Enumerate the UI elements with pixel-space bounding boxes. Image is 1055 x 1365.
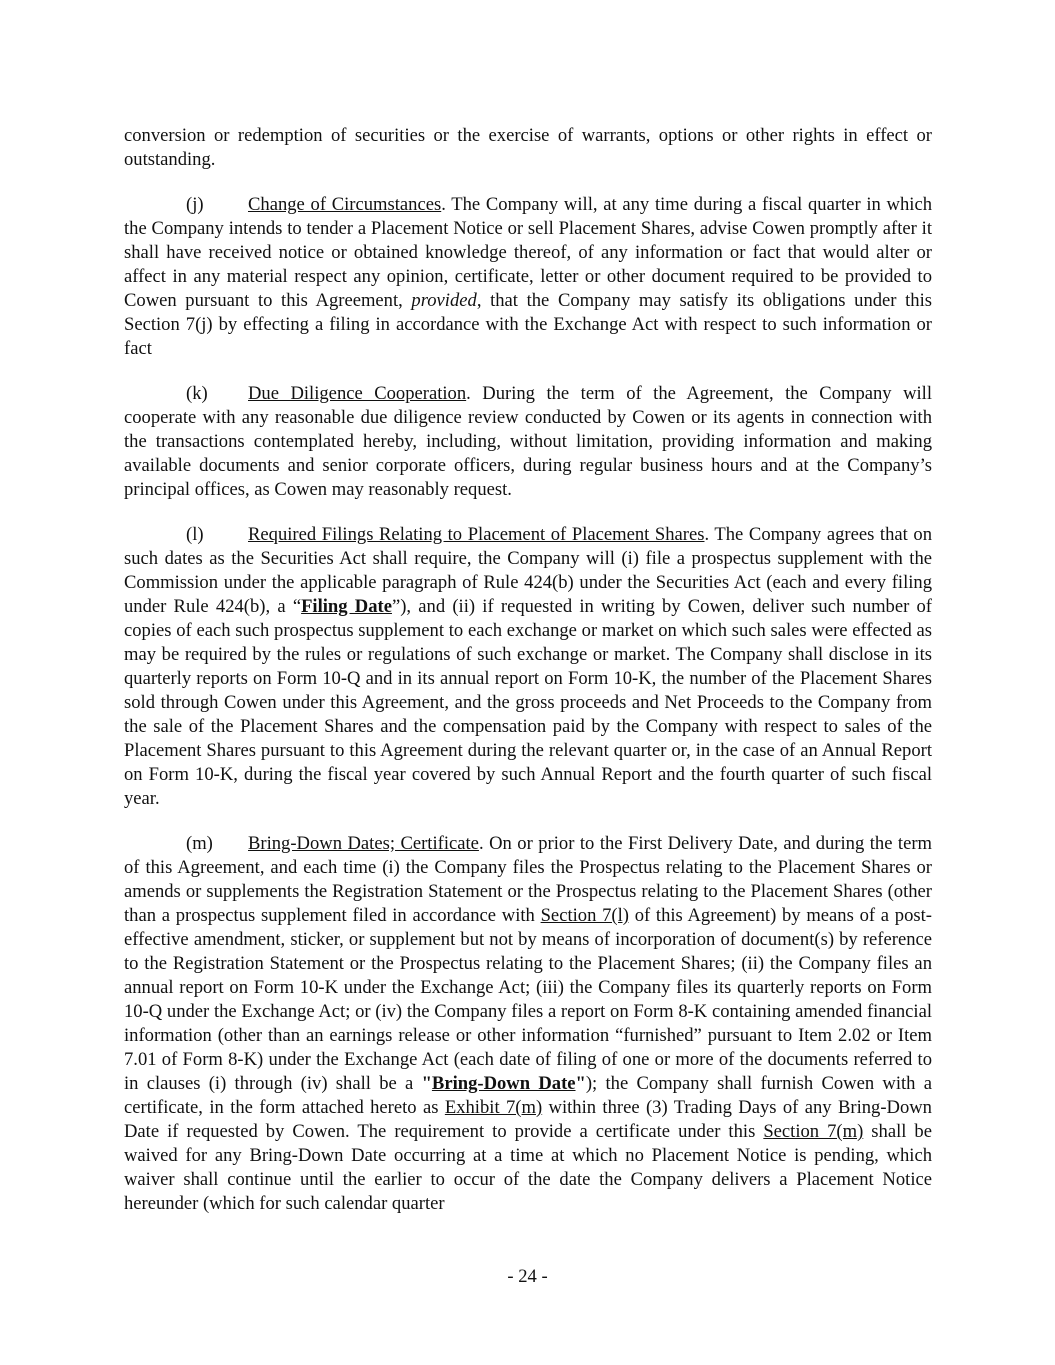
document-body	[124, 124, 932, 1237]
section-j-italic: provided	[411, 290, 477, 311]
section-j-label: (j)	[186, 194, 204, 215]
intro-text: conversion or redemption of securities or the exercise of warrants, options or other rights in effect or outstanding.	[124, 125, 932, 170]
section-m-heading: Bring-Down Dates; Certificate	[248, 833, 479, 854]
bring-down-date-term: Bring-Down Date	[431, 1073, 576, 1094]
section-l-label: (l)	[186, 524, 204, 545]
section-j-paragraph	[124, 193, 932, 361]
section-m-text-4: within three (3) Trading Days of any Bring-Down Date if requested by Cowen. The requirement to provide a certificate under this	[124, 1097, 932, 1142]
quote-close: "	[575, 1073, 586, 1094]
section-j-text-2: , that the Company may satisfy its obligations under this Section 7(j) by effecting a filing in accordance with the Exchange Act with respect to such information or fact	[124, 290, 932, 359]
section-l-text-2: ”), and (ii) if requested in writing by Cowen, deliver such number of copies of each such prospectus supplement to each exchange or market on which such sales were effected as may be required by the rules or regulations of such exchange or market. The Company shall disclose in its quarterly reports on Form 10-Q and in its annual report on Form 10-K, the number of the Placement Shares sold through Cowen under this Agreement, and the gross proceeds and Net Proceeds to the Company from the sale of the Placement Shares and the compensation paid by the Company with respect to sales of the Placement Shares pursuant to this Agreement during the relevant quarter or, in the case of an Annual Report on Form 10-K, during the fiscal year covered by such Annual Report and the fourth quarter of such fiscal year.	[124, 596, 932, 809]
section-k-heading: Due Diligence Cooperation	[248, 383, 467, 404]
section-l-text-1: . The Company agrees that on such dates as the Securities Act shall require, the Company will (i) file a prospectus supplement with the Commission under the applicable paragraph of Rule 424(b) under the Securities Act (each and every filing under Rule 424(b), a “	[124, 524, 932, 617]
section-m-label: (m)	[186, 833, 213, 854]
quote-open: "	[421, 1073, 432, 1094]
section-7l-reference: Section 7(l)	[540, 905, 629, 926]
page-number: - 24 -	[507, 1266, 548, 1287]
section-j-heading: Change of Circumstances	[248, 194, 442, 215]
section-l-paragraph	[124, 523, 932, 811]
section-k-text-1: . During the term of the Agreement, the Company will cooperate with any reasonable due diligence review conducted by Cowen or its agents in connection with the transactions contemplated hereby, including, without limitation, providing information and making available documents and senior corporate officers, during regular business hours and at the Company’s principal offices, as Cowen may reasonably request.	[124, 383, 933, 500]
section-m-text-2: of this Agreement) by means of a post-effective amendment, sticker, or supplement but not by means of incorporation of document(s) by reference to the Registration Statement or the Prospectus relating to the Placement Shares; (ii) the Company files an annual report on Form 10-K under the Exchange Act; (iii) the Company files its quarterly reports on Form 10-Q under the Exchange Act; or (iv) the Company files a report on Form 8-K containing amended financial information (other than an earnings release or other information “furnished” pursuant to Item 2.02 or Item 7.01 of Form 8-K) under the Exchange Act (each date of filing of one or more of the documents referred to in clauses (i) through (iv) shall be a	[124, 905, 932, 1094]
section-m-paragraph	[124, 832, 932, 1216]
section-k-paragraph	[124, 382, 932, 502]
section-7m-reference: Section 7(m)	[763, 1121, 864, 1142]
filing-date-term: Filing Date	[301, 596, 392, 617]
section-m-text-3: ); the Company shall furnish Cowen with a certificate, in the form attached hereto as	[124, 1073, 932, 1118]
section-m-text-1: . On or prior to the First Delivery Date, and during the term of this Agreement, and each time (i) the Company files the Prospectus relating to the Placement Shares or amends or supplements the Registration Statement or the Prospectus relating to the Placement Shares (other than a prospectus supplement filed in accordance with	[124, 833, 933, 926]
exhibit-7m-reference: Exhibit 7(m)	[444, 1097, 543, 1118]
intro-paragraph	[124, 124, 932, 172]
section-m-text-5: shall be waived for any Bring-Down Date occurring at a time at which no Placement Notice is pending, which waiver shall continue until the earlier to occur of the date the Company delivers a Placement Notice hereunder (which for such calendar quarter	[124, 1121, 932, 1214]
section-j-text-1: . The Company will, at any time during a fiscal quarter in which the Company intends to tender a Placement Notice or sell Placement Shares, advise Cowen promptly after it shall have received notice or obtained knowledge thereof, of any information or fact that would alter or affect in any material respect any opinion, certificate, letter or other document required to be provided to Cowen pursuant to this Agreement,	[124, 194, 932, 311]
section-l-heading: Required Filings Relating to Placement of Placement Shares	[248, 524, 705, 545]
section-k-label: (k)	[186, 383, 208, 404]
